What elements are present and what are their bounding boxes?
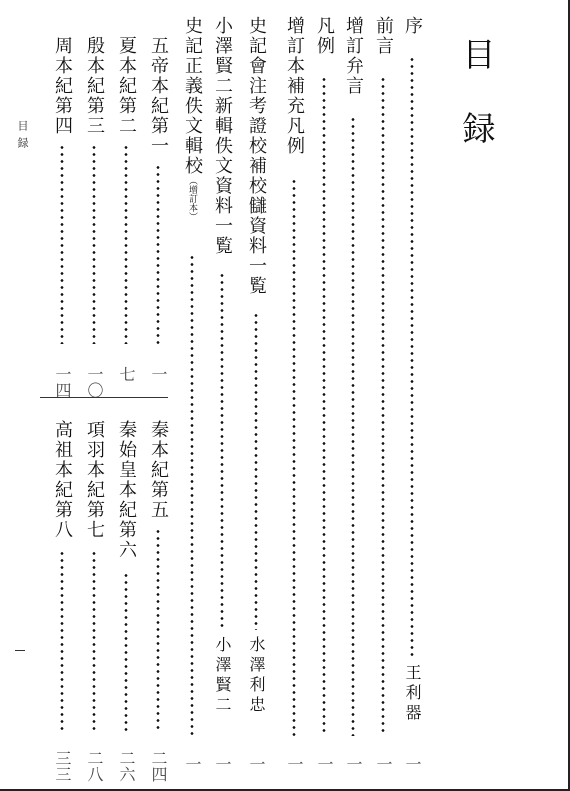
entry-title: 五帝本紀第一	[148, 36, 169, 156]
entry-title: 增訂弁言	[343, 16, 364, 96]
entry-title: 秦始皇本紀第六	[116, 420, 137, 560]
page-title-bottom: 録	[462, 109, 496, 148]
entry-title: 史記正義佚文輯校（增訂本）	[182, 16, 203, 221]
dot-leader	[92, 550, 96, 732]
entry-title: 凡例	[314, 16, 335, 56]
dot-leader	[92, 144, 96, 344]
dot-leader	[322, 76, 326, 736]
dot-leader	[292, 178, 296, 736]
section-divider	[40, 397, 168, 398]
dot-leader	[124, 144, 128, 344]
dot-leader	[60, 550, 64, 732]
dot-leader	[351, 116, 355, 736]
dot-leader	[60, 144, 64, 344]
entry-title: 殷本紀第三	[84, 36, 105, 136]
entry-author: 王利器	[403, 664, 422, 724]
page-number: 三三	[53, 750, 72, 782]
dot-leader	[381, 76, 385, 736]
page-number: 一四	[53, 366, 72, 398]
dot-leader	[220, 272, 224, 630]
page-number: 一	[213, 756, 232, 772]
entry-title: 序	[402, 16, 423, 36]
page-number: 一	[149, 366, 168, 382]
dot-leader	[190, 254, 194, 736]
dot-leader	[124, 572, 128, 732]
page-number: 二八	[85, 750, 104, 782]
page-title-top: 目	[462, 35, 496, 74]
entry-title: 小澤賢二新輯佚文資料一覧	[212, 16, 233, 256]
entry-title: 周本紀第四	[52, 36, 73, 136]
entry-title: 增訂本補充凡例	[284, 16, 305, 156]
page-number: 二四	[149, 750, 168, 782]
entry-title: 秦本紀第五	[148, 420, 169, 520]
page-number: 一〇	[85, 366, 104, 398]
page-number: 一	[374, 756, 393, 772]
entry-title: 前言	[373, 16, 394, 56]
dot-leader	[156, 164, 160, 344]
dot-leader	[156, 528, 160, 732]
dot-leader	[254, 312, 258, 630]
entry-title: 高祖本紀第八	[52, 420, 73, 540]
entry-note: （增訂本）	[187, 176, 197, 221]
page-number: 一	[344, 756, 363, 772]
page-number: 一	[285, 756, 304, 772]
page-number: 一	[315, 756, 334, 772]
entry-author: 小澤賢二	[213, 636, 232, 716]
page-number: 二六	[117, 750, 136, 782]
entry-author: 水澤利忠	[247, 636, 266, 716]
entry-title: 夏本紀第二	[116, 36, 137, 136]
page-number: 一	[247, 756, 266, 772]
page-number: 七	[117, 366, 136, 382]
running-head: 目録	[16, 120, 29, 154]
page-number: 一	[403, 756, 422, 772]
folio-mark	[15, 650, 25, 651]
page-number: 一	[183, 756, 202, 772]
entry-title: 項羽本紀第七	[84, 420, 105, 540]
dot-leader	[410, 56, 414, 656]
entry-title: 史記會注考證校補校讎資料一覧	[246, 16, 267, 296]
